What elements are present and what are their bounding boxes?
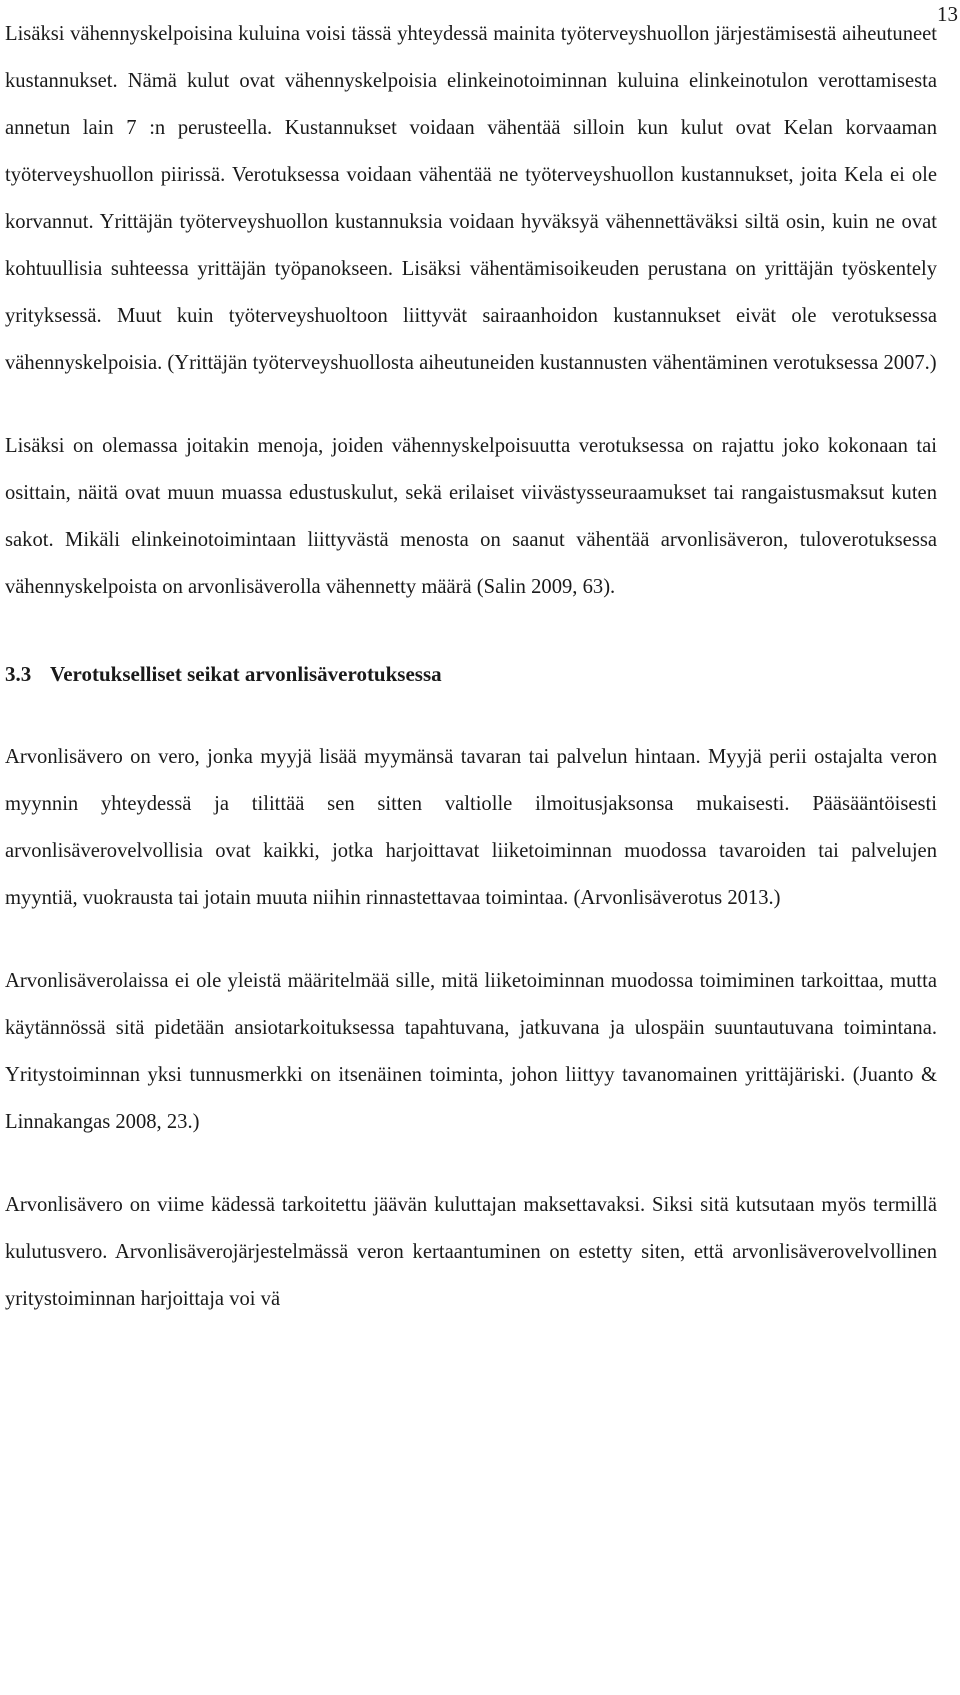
section-title: Verotukselliset seikat arvonlisäverotuksessa bbox=[50, 662, 442, 686]
paragraph-occupational-health: Lisäksi vähennyskelpoisina kuluina voisi tässä yhteydessä mainita työterveyshuollon järjestämisestä aiheutuneet kustannukset. Nämä kulut ovat vähennyskelpoisia elinkeinotoiminnan kuluina elinkeinotulon verottamisesta annetun lain 7 :n perusteella. Kustannukset voidaan vähentää silloin kun kulut ovat Kelan korvaaman työterveyshuollon piirissä. Verotuksessa voidaan vähentää ne työterveyshuollon kustannukset, joita Kela ei ole korvannut. Yrittäjän työterveyshuollon kustannuksia voidaan hyväksyä vähennettäväksi siltä osin, kuin ne ovat kohtuullisia suhteessa yrittäjän työpanokseen. Lisäksi vähentämisoikeuden perustana on yrittäjän työskentely yrityksessä. Muut kuin työterveyshuoltoon liittyvät sairaanhoidon kustannukset eivät ole verotuksessa vähennyskelpoisia. (Yrittäjän työterveyshuollosta aiheutuneiden kustannusten vähentäminen verotuksessa 2007.) bbox=[5, 23, 937, 374]
section-heading bbox=[5, 651, 937, 698]
page-content bbox=[5, 11, 937, 1323]
paragraph-consumption-tax: Arvonlisävero on viime kädessä tarkoitettu jäävän kuluttajan maksettavaksi. Siksi sitä kutsutaan myös termillä kulutusvero. Arvonlisäverojärjestelmässä veron kertaantuminen on estetty siten, että arvonlisäverovelvollinen yritystoiminnan harjoittaja voi vä bbox=[5, 1194, 937, 1310]
section-number: 3.3 bbox=[5, 662, 32, 686]
paragraph-business-activity: Arvonlisäverolaissa ei ole yleistä määritelmää sille, mitä liiketoiminnan muodossa toimiminen tarkoittaa, mutta käytännössä sitä pidetään ansiotarkoituksessa tapahtuvana, jatkuvana ja ulospäin suuntautuvana toimintana. Yritystoiminnan yksi tunnusmerkki on itsenäinen toiminta, johon liittyy tavanomainen yrittäjäriski. (Juanto & Linnakangas 2008, 23.) bbox=[5, 970, 937, 1133]
paragraph-deduction-limits: Lisäksi on olemassa joitakin menoja, joiden vähennyskelpoisuutta verotuksessa on rajattu joko kokonaan tai osittain, näitä ovat muun muassa edustuskulut, sekä erilaiset viivästysseuraamukset tai rangaistusmaksut kuten sakot. Mikäli elinkeinotoimintaan liittyvästä menosta on saanut vähentää arvonlisäveron, tuloverotuksessa vähennyskelpoista on arvonlisäverolla vähennetty määrä (Salin 2009, 63). bbox=[5, 435, 937, 598]
page-number: 13 bbox=[937, 2, 958, 26]
paragraph-vat-definition: Arvonlisävero on vero, jonka myyjä lisää myymänsä tavaran tai palvelun hintaan. Myyjä perii ostajalta veron myynnin yhteydessä ja tilittää sen sitten valtiolle ilmoitusjaksonsa mukaisesti. Pääsääntöisesti arvonlisäverovelvollisia ovat kaikki, jotka harjoittavat liiketoiminnan muodossa tavaroiden tai palvelujen myyntiä, vuokrausta tai jotain muuta niihin rinnastettavaa toimintaa. (Arvonlisäverotus 2013.) bbox=[5, 746, 937, 909]
